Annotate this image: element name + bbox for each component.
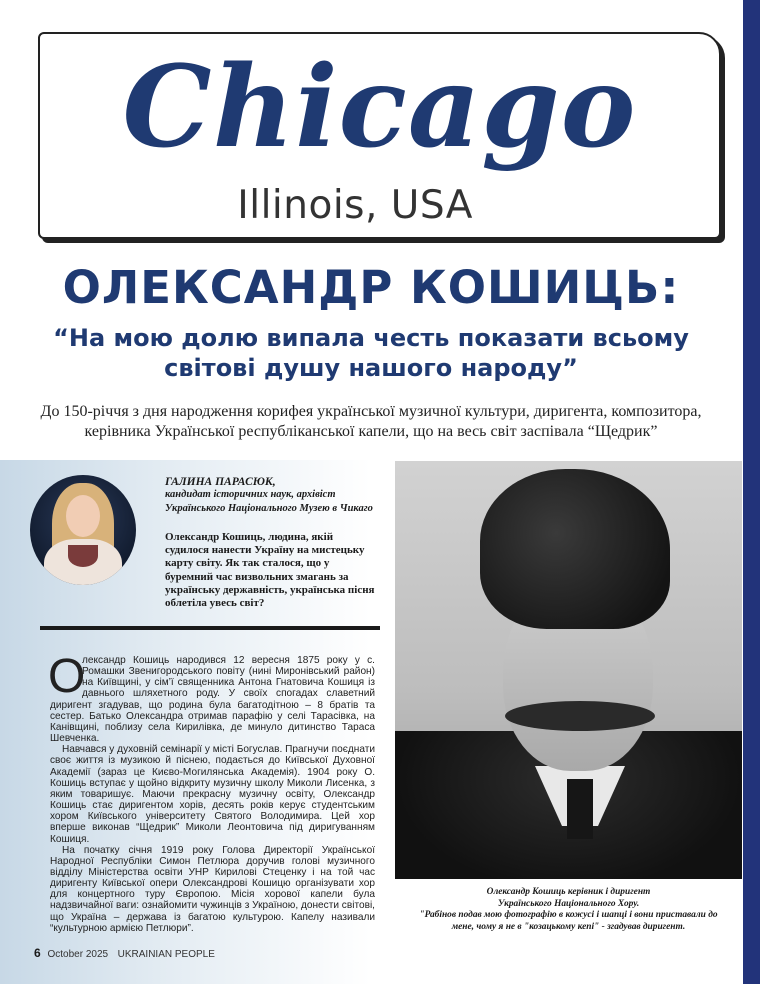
article-body (48, 650, 375, 934)
section-divider (40, 626, 380, 630)
masthead-state: Illinois, USA (237, 183, 473, 228)
author-name: ГАЛИНА ПАРАСЮК, (165, 476, 276, 488)
article-paragraph: О лександр Кошиць народився 12 вересня 1875 року у с. Ромашки Звенигородського повіту (нині Миронівський район) на Київщині, у сім’ї священника Антона Гнатовича Кошиця із давнього шляхетного роду. У своїх спогадах славетний диригент згадував, що родина була багатодітною – 8 братів та сестер. Батько Олександра отримав парафію у селі Тарасівка, на Канівщині, поблизу села Кирилівка, де минуло дитинство Тараса Шевченка. (48, 650, 375, 745)
masthead-city: Chicago (122, 42, 637, 173)
page-number: 6 (34, 946, 41, 960)
masthead (38, 32, 721, 239)
caption-line: Олександр Кошиць керівник і диригент (486, 887, 651, 897)
drop-cap: О (48, 650, 86, 703)
article-subhead: “На мою долю випала честь показати всьому світові душу нашого народу” (53, 324, 689, 382)
caption-line: мене, чому я не в "козацькому кепі" - згадував диригент. (451, 921, 686, 932)
author-photo (30, 475, 136, 585)
issue-date: October 2025 (47, 949, 109, 960)
article-headline: ОЛЕКСАНДР КОШИЦЬ: (62, 261, 680, 314)
caption-line: "Рабінов подав мою фотографію в кожусі і шапці і вони приставали до (419, 910, 718, 920)
photo-caption (395, 887, 742, 933)
article-lead: До 150-річчя з дня народження корифея української музичної культури, диригента, композитора, керівника Української республіканської капели, що на весь світ заспівала “Щедрик” (40, 403, 702, 440)
caption-line: Українського Національного Хору. (497, 898, 640, 909)
author-title: кандидат історичних наук, архівіст Українського Національного Музею в Чикаго (165, 489, 373, 514)
article-intro: Олександр Кошиць, людина, якій судилося нанести Україну на мистецьку карту світу. Як так сталося, що у буремний час визвольних змагань за українську державність, українська пісня облетіла увесь світ? (165, 531, 375, 610)
article-paragraph: На початку січня 1919 року Голова Директорії Української Народної Республіки Симон Петлюра доручив голові музичного відділу Міністерства освіти УНР Кирилові Стеценку і на той час диригенту Київської опери Олександрові Кошицю організувати хор для концертного туру Європою. Місія хорової капели була надзвичайної ваги: ознайомити чужинців з Україною, донести світові, що Україна – держава із багатою культурою. Капелу називали “культурною армією Петлюри”. (50, 844, 375, 934)
magazine-name: UKRAINIAN PEOPLE (117, 949, 215, 960)
article-paragraph: Навчався у духовній семінарії у місті Богуслав. Прагнучи поєднати своє життя із музикою й піснею, подається до Київської Духовної Академії (зараз це Києво-Могилянська Академія). 1904 року О. Кошиць вступає у щойно відкриту музичну школу Миколи Лисенка, з яким товаришує. Маючи прекрасну музичну освіту, Олександр Кошиць стає диригентом хорів, десять років керує студентським хором Київського університету Святого Володимира. Цей хор вперше виконав “Щедрик” Миколи Леонтовича під диригуванням Кошиця. (50, 744, 375, 845)
portrait-photo (395, 461, 742, 879)
page-edge-bar (743, 0, 760, 984)
page-footer (34, 946, 215, 960)
